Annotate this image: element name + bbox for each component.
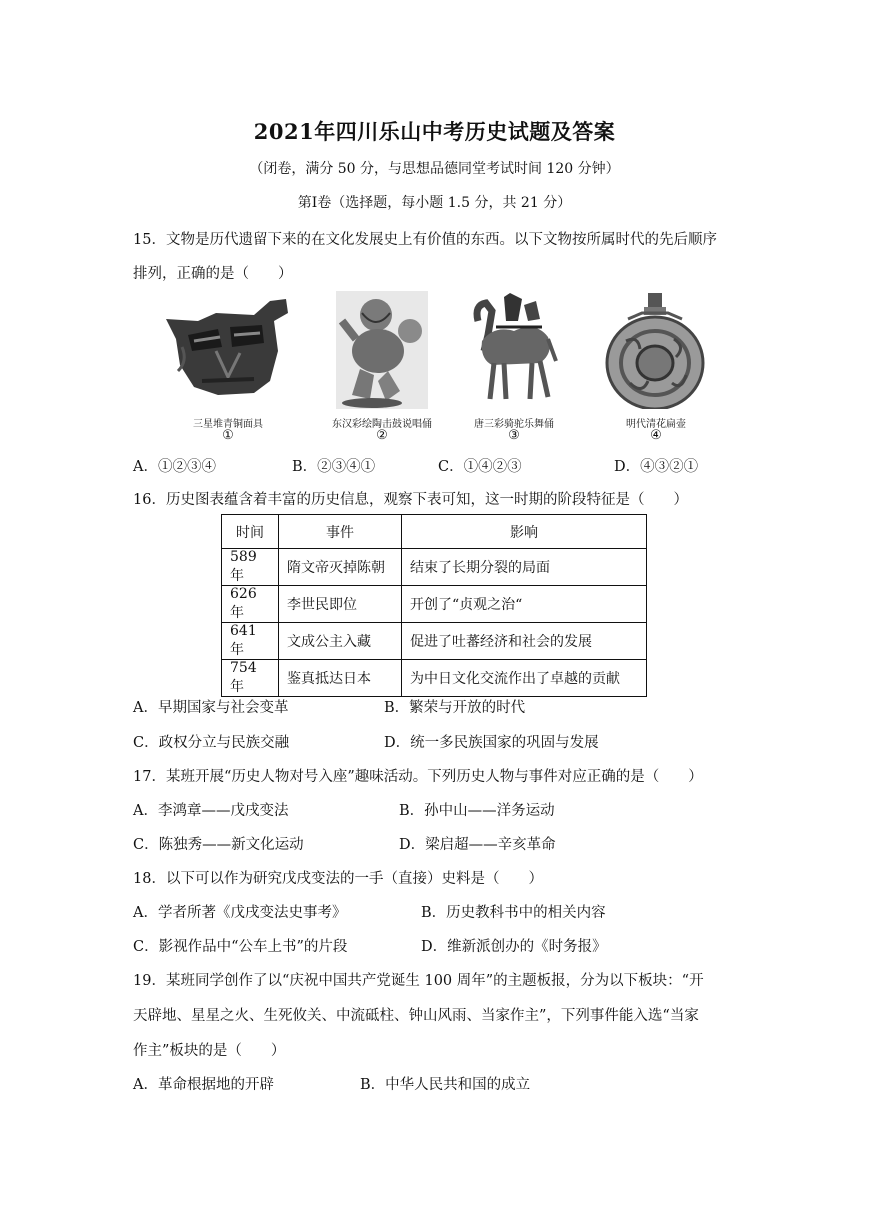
table-cell: 641 年 — [222, 623, 279, 660]
page-title: 2021年四川乐山中考历史试题及答案 — [253, 119, 616, 144]
q17-option-d[interactable]: D．梁启超——辛亥革命 — [399, 837, 556, 853]
table-row — [222, 623, 647, 660]
table-cell: 结束了长期分裂的局面 — [402, 549, 647, 586]
table-cell: 589 年 — [222, 549, 279, 586]
artifact-number: ① — [222, 428, 234, 443]
artifact-number: ② — [376, 428, 388, 443]
artifact-caption: 唐三彩骑驼乐舞俑 — [474, 419, 554, 430]
q18-stem: 18．以下可以作为研究戊戌变法的一手（直接）史料是（ ） — [133, 871, 543, 887]
events-table — [221, 514, 647, 697]
q18-option-b[interactable]: B．历史教科书中的相关内容 — [421, 905, 606, 921]
q15-option-c[interactable]: C．①④②③ — [438, 459, 522, 475]
q19-option-b[interactable]: B．中华人民共和国的成立 — [360, 1077, 531, 1093]
q15-option-d[interactable]: D．④③②① — [614, 459, 699, 475]
artifact-caption: 明代清花扁壶 — [626, 419, 686, 430]
flask-icon — [586, 291, 726, 409]
artifact-4 — [586, 291, 726, 441]
artifact-1 — [158, 291, 298, 441]
q16-option-c[interactable]: C．政权分立与民族交融 — [133, 735, 290, 751]
q19-option-a[interactable]: A．革命根据地的开辟 — [133, 1077, 274, 1093]
table-cell: 文成公主入藏 — [279, 623, 402, 660]
q19-stem-line2: 天辟地、星星之火、生死攸关、中流砥柱、钟山风雨、当家作主”，下列事件能入选“当家 — [133, 1008, 699, 1024]
table-row — [222, 586, 647, 623]
table-cell: 开创了“贞观之治“ — [402, 586, 647, 623]
column-header-time: 时间 — [222, 515, 279, 549]
q15-stem-line1: 15．文物是历代遗留下来的在文化发展史上有价值的东西。以下文物按所属时代的先后顺序 — [133, 232, 717, 248]
q16-option-d[interactable]: D．统一多民族国家的巩固与发展 — [384, 735, 599, 751]
drummer-figurine-icon — [312, 291, 452, 409]
q18-option-d[interactable]: D．维新派创办的《时务报》 — [421, 939, 607, 955]
artifact-caption: 东汉彩绘陶击鼓说唱俑 — [332, 419, 432, 430]
table-row — [222, 549, 647, 586]
artifact-number: ④ — [650, 428, 662, 443]
q17-option-b[interactable]: B．孙中山——洋务运动 — [399, 803, 555, 819]
table-cell: 754 年 — [222, 660, 279, 697]
exam-info: （闭卷，满分 50 分，与思想品德同堂考试时间 120 分钟） — [249, 161, 620, 177]
camel-figurine-icon — [444, 291, 584, 409]
q18-option-c[interactable]: C．影视作品中“公车上书”的片段 — [133, 939, 348, 955]
table-row — [222, 660, 647, 697]
q15-stem-line2: 排列，正确的是（ ） — [133, 266, 293, 282]
q18-option-a[interactable]: A．学者所著《戊戌变法史事考》 — [133, 905, 347, 921]
table-header-row — [222, 515, 647, 549]
column-header-impact: 影响 — [402, 515, 647, 549]
table-cell: 为中日文化交流作出了卓越的贡献 — [402, 660, 647, 697]
q17-option-c[interactable]: C．陈独秀——新文化运动 — [133, 837, 304, 853]
artifact-2 — [312, 291, 452, 441]
bronze-mask-icon — [158, 291, 298, 409]
table-cell: 促进了吐蕃经济和社会的发展 — [402, 623, 647, 660]
q17-option-a[interactable]: A．李鸿章——戊戌变法 — [133, 803, 289, 819]
q16-stem: 16．历史图表蕴含着丰富的历史信息，观察下表可知，这一时期的阶段特征是（ ） — [133, 492, 688, 508]
q15-option-b[interactable]: B．②③④① — [292, 459, 376, 475]
q19-stem-line3: 作主”板块的是（ ） — [133, 1043, 286, 1059]
q17-stem: 17．某班开展“历史人物对号入座”趣味活动。下列历史人物与事件对应正确的是（ ） — [133, 769, 703, 785]
table-cell: 鉴真抵达日本 — [279, 660, 402, 697]
artifact-number: ③ — [508, 428, 520, 443]
table-cell: 李世民即位 — [279, 586, 402, 623]
table-cell: 隋文帝灭掉陈朝 — [279, 549, 402, 586]
q19-stem-line1: 19．某班同学创作了以“庆祝中国共产党诞生 100 周年”的主题板报，分为以下板块：“开 — [133, 973, 704, 989]
column-header-event: 事件 — [279, 515, 402, 549]
artifact-caption: 三星堆青铜面具 — [193, 419, 263, 430]
q16-option-a[interactable]: A．早期国家与社会变革 — [133, 700, 289, 716]
q16-option-b[interactable]: B．繁荣与开放的时代 — [384, 700, 526, 716]
artifact-3 — [444, 291, 584, 441]
table-cell: 626 年 — [222, 586, 279, 623]
q15-option-a[interactable]: A．①②③④ — [133, 459, 216, 475]
section-heading: 第Ⅰ卷（选择题，每小题 1.5 分，共 21 分） — [297, 195, 572, 211]
